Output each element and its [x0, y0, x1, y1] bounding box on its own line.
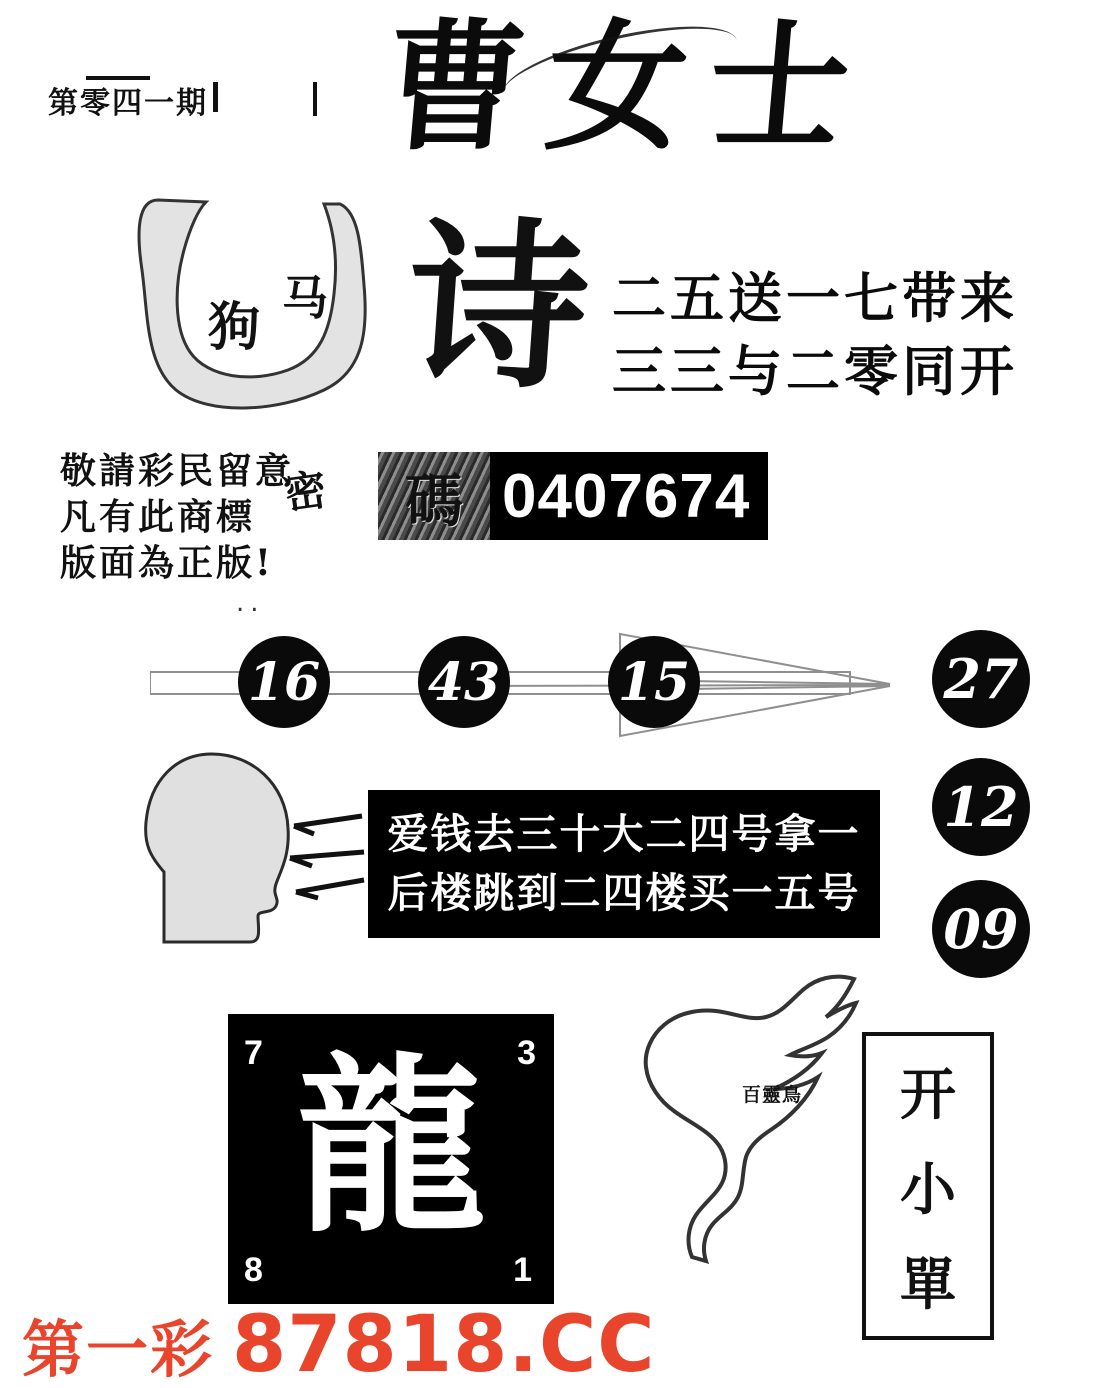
card-corner-top-right: 3: [517, 1034, 536, 1072]
lottery-ball: 27: [932, 630, 1030, 728]
zodiac-horse-label: 马: [282, 271, 328, 325]
notice-text: [60, 448, 294, 586]
notice-line-1: 敬請彩民留意: [60, 450, 295, 492]
dragon-character: 龍: [295, 1035, 486, 1258]
speech-banner: [368, 790, 880, 938]
lottery-ball: 15: [608, 636, 700, 728]
vertical-char: 开: [900, 1062, 956, 1128]
vertical-text-box: [862, 1032, 994, 1340]
head-silhouette-icon: [140, 752, 300, 954]
poem-line-1: 二五送一七带来: [612, 266, 1018, 330]
seal-stamp-icon: 密: [281, 464, 330, 519]
bird-label: 百靈鳥: [742, 1084, 803, 1106]
card-corner-bottom-left: 8: [244, 1251, 263, 1289]
notice-dots: ..: [236, 588, 265, 618]
vertical-char: 小: [900, 1157, 956, 1223]
issue-label: 第零四一期: [48, 86, 208, 121]
page-title: 曹女士: [377, 6, 879, 170]
footer-url: 87818.CC: [232, 1300, 656, 1388]
code-digits: 0407674: [502, 461, 751, 531]
lottery-ball: 16: [238, 636, 330, 728]
speech-line-1: 爱钱去三十大二四号拿一: [387, 809, 861, 858]
issue-tick-mark: [213, 82, 218, 112]
lottery-ball: 09: [932, 880, 1030, 978]
lottery-ball: 43: [418, 636, 510, 728]
code-banner: [378, 452, 768, 540]
poem-heading-char: 诗: [400, 202, 596, 413]
notice-line-3: 版面為正版!: [60, 542, 274, 585]
notice-line-2: 凡有此商標: [60, 496, 256, 539]
card-corner-bottom-right: 1: [513, 1251, 532, 1289]
speech-line-2: 后楼跳到二四楼买一五号: [387, 869, 861, 917]
poem-line-2: 三三与二零同开: [612, 338, 1018, 403]
code-char: 碼: [404, 467, 463, 535]
divider-tick: [313, 82, 317, 116]
speech-arrows-icon: [284, 812, 374, 926]
footer-watermark: [22, 1300, 656, 1388]
bird-outline-icon: [640, 965, 890, 1269]
footer-brand: 第一彩: [22, 1313, 215, 1386]
lottery-ball: 12: [932, 758, 1030, 856]
zodiac-dog-label: 狗: [208, 297, 261, 358]
vertical-char: 單: [900, 1252, 956, 1318]
code-texture-block: [378, 452, 490, 540]
dragon-card: [228, 1014, 554, 1304]
poem-text: [612, 262, 1018, 408]
card-corner-top-left: 7: [244, 1034, 263, 1072]
